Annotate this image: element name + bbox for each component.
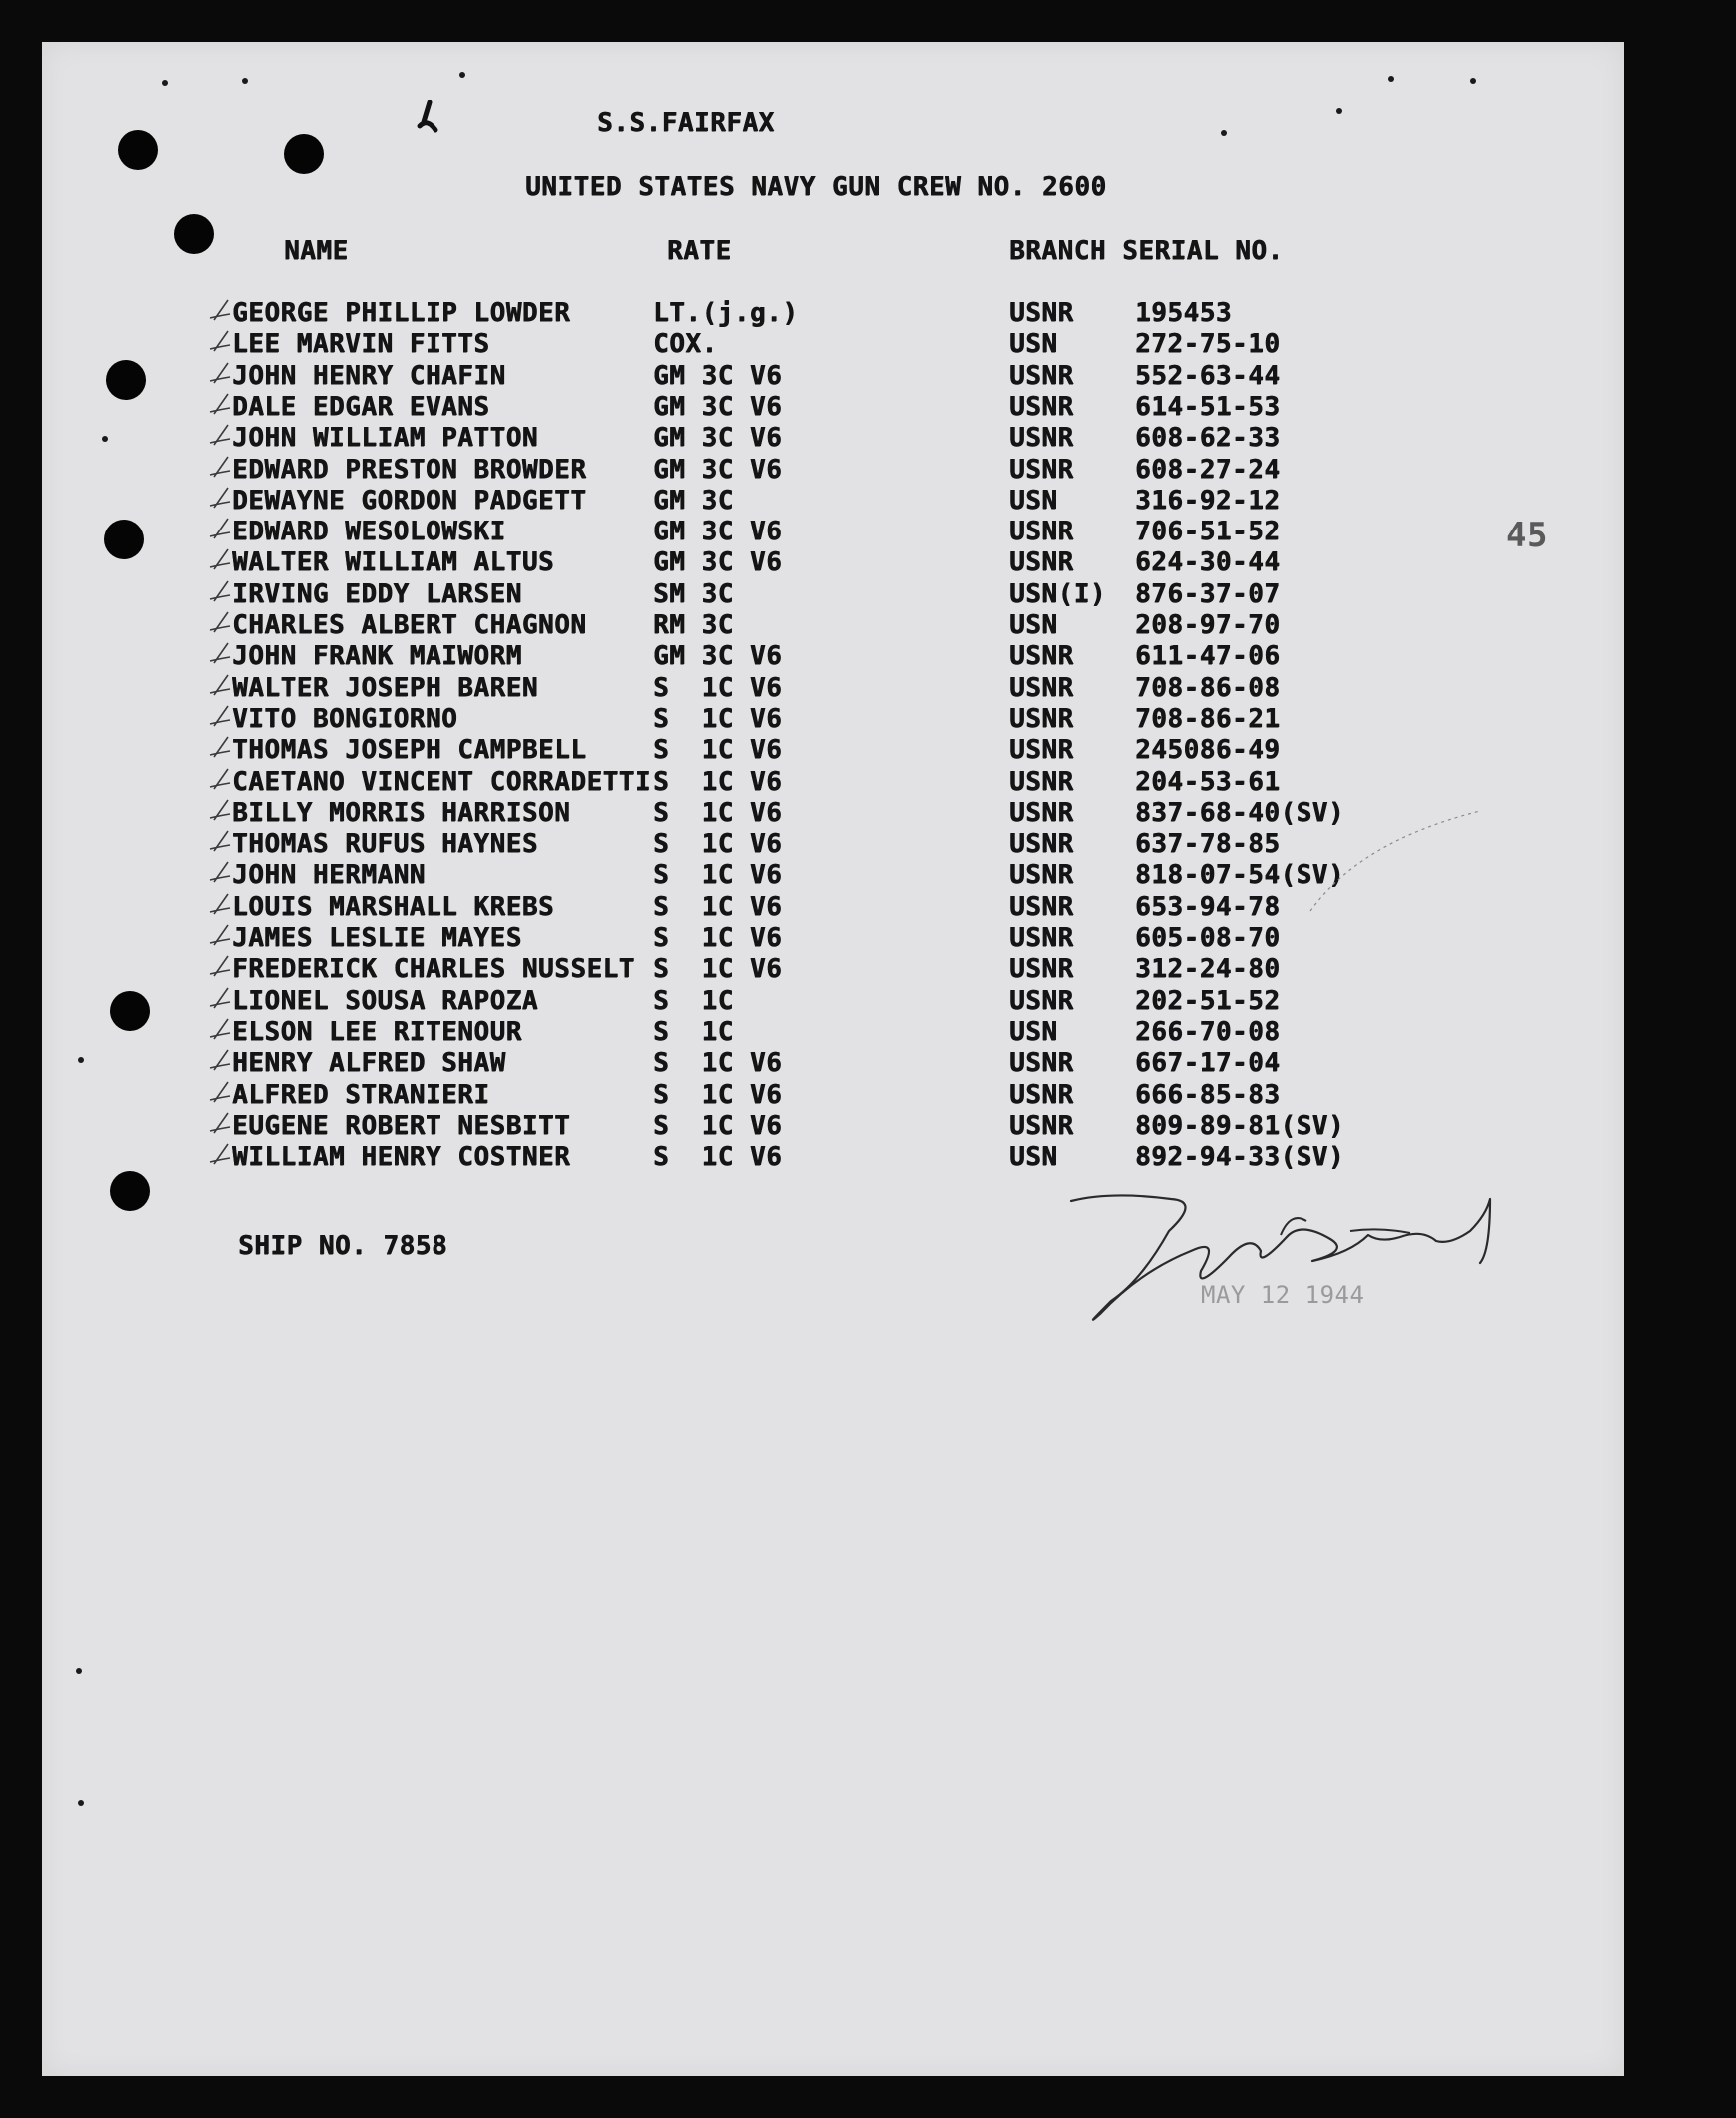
crew-serial: 653-94-78 — [1135, 891, 1281, 922]
crew-rate: S 1C V6 — [653, 672, 783, 703]
document-title: UNITED STATES NAVY GUN CREW NO. 2600 — [525, 172, 1107, 202]
crew-serial: 312-24-80 — [1135, 954, 1281, 985]
crew-branch: USN — [1009, 610, 1058, 640]
crew-row — [42, 860, 1440, 890]
crew-name: HENRY ALFRED SHAW — [232, 1048, 506, 1079]
crew-branch: USNR — [1009, 766, 1074, 797]
crew-branch: USNR — [1009, 735, 1074, 766]
crew-rate: S 1C V6 — [653, 860, 783, 891]
crew-rate: S 1C V6 — [653, 923, 783, 953]
punch-hole — [284, 134, 324, 174]
crew-rate: RM 3C — [653, 610, 734, 640]
crew-row — [42, 455, 1440, 485]
crew-row — [42, 517, 1440, 546]
crew-name: JAMES LESLIE MAYES — [232, 923, 522, 953]
crew-branch: USNR — [1009, 797, 1074, 828]
crew-branch: USN — [1009, 1142, 1058, 1173]
column-header-name: NAME — [284, 236, 349, 266]
crew-rate: S 1C — [653, 985, 734, 1016]
crew-name: BILLY MORRIS HARRISON — [232, 797, 571, 828]
crew-serial: 245086-49 — [1135, 735, 1281, 766]
crew-serial: 605-08-70 — [1135, 923, 1281, 953]
crew-branch: USNR — [1009, 923, 1074, 953]
signature — [1051, 1161, 1550, 1361]
crew-serial: 204-53-61 — [1135, 766, 1281, 797]
crew-branch: USN — [1009, 1016, 1058, 1047]
crew-name: WALTER WILLIAM ALTUS — [232, 547, 555, 578]
crew-rate: GM 3C V6 — [653, 454, 783, 485]
crew-rate: COX. — [653, 329, 718, 360]
crew-name: EDWARD PRESTON BROWDER — [232, 454, 587, 485]
page-number: 45 — [1506, 516, 1548, 555]
crew-row — [42, 423, 1440, 453]
crew-rate: S 1C — [653, 1016, 734, 1047]
crew-row — [42, 361, 1440, 391]
crew-row — [42, 829, 1440, 859]
crew-name: WALTER JOSEPH BAREN — [232, 672, 538, 703]
crew-row — [42, 892, 1440, 922]
crew-row — [42, 954, 1440, 984]
crew-branch: USNR — [1009, 703, 1074, 734]
ink-speck — [1388, 76, 1394, 82]
crew-row — [42, 486, 1440, 516]
ink-speck — [1470, 78, 1476, 84]
crew-rate: S 1C V6 — [653, 1142, 783, 1173]
crew-branch: USNR — [1009, 454, 1074, 485]
crew-branch: USNR — [1009, 547, 1074, 578]
column-header-rate: RATE — [667, 236, 732, 266]
crew-name: JOHN HERMANN — [232, 860, 426, 891]
crew-serial: 876-37-07 — [1135, 578, 1281, 609]
ink-speck — [242, 78, 248, 84]
crew-name: EUGENE ROBERT NESBITT — [232, 1110, 571, 1141]
crew-name: JOHN HENRY CHAFIN — [232, 360, 506, 391]
crew-rate: GM 3C V6 — [653, 360, 783, 391]
crew-serial: 552-63-44 — [1135, 360, 1281, 391]
crew-name: VITO BONGIORNO — [232, 703, 458, 734]
crew-list — [42, 298, 1440, 1197]
crew-branch: USNR — [1009, 641, 1074, 672]
pencil-mark — [1301, 801, 1500, 921]
crew-rate: GM 3C V6 — [653, 517, 783, 547]
crew-row — [42, 641, 1440, 671]
column-header-branch-serial: BRANCH SERIAL NO. — [1009, 236, 1284, 266]
crew-branch: USN — [1009, 329, 1058, 360]
crew-rate: GM 3C V6 — [653, 391, 783, 422]
crew-name: FREDERICK CHARLES NUSSELT — [232, 954, 635, 985]
crew-rate: S 1C V6 — [653, 797, 783, 828]
crew-branch: USNR — [1009, 1048, 1074, 1079]
crew-name: CHARLES ALBERT CHAGNON — [232, 610, 587, 640]
crew-rate: SM 3C — [653, 578, 734, 609]
crew-name: DEWAYNE GORDON PADGETT — [232, 485, 587, 516]
ink-speck — [459, 72, 465, 78]
crew-serial: 195453 — [1135, 298, 1232, 328]
crew-serial: 667-17-04 — [1135, 1048, 1281, 1079]
crew-row — [42, 986, 1440, 1016]
crew-rate: GM 3C V6 — [653, 423, 783, 454]
crew-serial: 892-94-33(SV) — [1135, 1142, 1344, 1173]
pen-mark — [416, 100, 439, 134]
ship-name: S.S.FAIRFAX — [597, 108, 775, 138]
crew-rate: GM 3C V6 — [653, 641, 783, 672]
crew-branch: USNR — [1009, 1079, 1074, 1110]
crew-name: CAETANO VINCENT CORRADETTI — [232, 766, 651, 797]
crew-row — [42, 735, 1440, 765]
crew-row — [42, 1080, 1440, 1110]
crew-branch: USNR — [1009, 298, 1074, 328]
crew-rate: S 1C V6 — [653, 766, 783, 797]
crew-rate: LT.(j.g.) — [653, 298, 799, 328]
crew-serial: 608-62-33 — [1135, 423, 1281, 454]
date-stamp: MAY 12 1944 — [1201, 1281, 1365, 1309]
crew-serial: 614-51-53 — [1135, 391, 1281, 422]
crew-row — [42, 547, 1440, 577]
crew-serial: 608-27-24 — [1135, 454, 1281, 485]
crew-name: LEE MARVIN FITTS — [232, 329, 490, 360]
crew-rate: GM 3C — [653, 485, 734, 516]
crew-rate: S 1C V6 — [653, 829, 783, 860]
crew-branch: USNR — [1009, 891, 1074, 922]
crew-serial: 208-97-70 — [1135, 610, 1281, 640]
crew-serial: 666-85-83 — [1135, 1079, 1281, 1110]
crew-serial: 837-68-40(SV) — [1135, 797, 1344, 828]
crew-row — [42, 610, 1440, 640]
crew-branch: USNR — [1009, 360, 1074, 391]
crew-name: JOHN WILLIAM PATTON — [232, 423, 538, 454]
crew-row — [42, 923, 1440, 953]
crew-serial: 708-86-21 — [1135, 703, 1281, 734]
crew-rate: GM 3C V6 — [653, 547, 783, 578]
crew-name: DALE EDGAR EVANS — [232, 391, 490, 422]
crew-serial: 818-07-54(SV) — [1135, 860, 1344, 891]
crew-row — [42, 798, 1440, 828]
crew-branch: USN(I) — [1009, 578, 1106, 609]
crew-branch: USNR — [1009, 860, 1074, 891]
crew-row — [42, 767, 1440, 797]
punch-hole — [174, 214, 214, 254]
ink-speck — [78, 1800, 84, 1806]
crew-rate: S 1C V6 — [653, 1110, 783, 1141]
crew-branch: USNR — [1009, 985, 1074, 1016]
crew-name: LIONEL SOUSA RAPOZA — [232, 985, 538, 1016]
crew-rate: S 1C V6 — [653, 1079, 783, 1110]
crew-row — [42, 704, 1440, 734]
ink-speck — [76, 1668, 82, 1674]
crew-name: ALFRED STRANIERI — [232, 1079, 490, 1110]
crew-name: EDWARD WESOLOWSKI — [232, 517, 506, 547]
crew-name: THOMAS JOSEPH CAMPBELL — [232, 735, 587, 766]
crew-branch: USNR — [1009, 954, 1074, 985]
crew-branch: USN — [1009, 485, 1058, 516]
crew-serial: 706-51-52 — [1135, 517, 1281, 547]
crew-serial: 624-30-44 — [1135, 547, 1281, 578]
crew-branch: USNR — [1009, 423, 1074, 454]
crew-name: THOMAS RUFUS HAYNES — [232, 829, 538, 860]
crew-serial: 266-70-08 — [1135, 1016, 1281, 1047]
crew-rate: S 1C V6 — [653, 703, 783, 734]
crew-row — [42, 579, 1440, 609]
crew-rate: S 1C V6 — [653, 891, 783, 922]
punch-hole — [118, 130, 158, 170]
crew-name: WILLIAM HENRY COSTNER — [232, 1142, 571, 1173]
crew-branch: USNR — [1009, 1110, 1074, 1141]
crew-serial: 809-89-81(SV) — [1135, 1110, 1344, 1141]
crew-name: GEORGE PHILLIP LOWDER — [232, 298, 571, 328]
crew-rate: S 1C V6 — [653, 954, 783, 985]
crew-branch: USNR — [1009, 829, 1074, 860]
crew-row — [42, 298, 1440, 328]
crew-row — [42, 1048, 1440, 1078]
crew-serial: 637-78-85 — [1135, 829, 1281, 860]
ink-speck — [1336, 108, 1342, 114]
crew-serial: 272-75-10 — [1135, 329, 1281, 360]
crew-serial: 708-86-08 — [1135, 672, 1281, 703]
crew-serial: 611-47-06 — [1135, 641, 1281, 672]
ink-speck — [162, 80, 168, 86]
ink-speck — [1221, 130, 1227, 136]
crew-row — [42, 1017, 1440, 1047]
crew-branch: USNR — [1009, 391, 1074, 422]
crew-row — [42, 392, 1440, 422]
crew-row — [42, 1111, 1440, 1141]
crew-branch: USNR — [1009, 517, 1074, 547]
crew-serial: 316-92-12 — [1135, 485, 1281, 516]
ship-number: SHIP NO. 7858 — [238, 1231, 447, 1261]
document-page — [42, 42, 1624, 2076]
crew-serial: 202-51-52 — [1135, 985, 1281, 1016]
crew-name: LOUIS MARSHALL KREBS — [232, 891, 555, 922]
crew-rate: S 1C V6 — [653, 735, 783, 766]
crew-row — [42, 329, 1440, 359]
crew-name: IRVING EDDY LARSEN — [232, 578, 522, 609]
crew-row — [42, 673, 1440, 703]
crew-rate: S 1C V6 — [653, 1048, 783, 1079]
crew-name: JOHN FRANK MAIWORM — [232, 641, 522, 672]
crew-name: ELSON LEE RITENOUR — [232, 1016, 522, 1047]
crew-branch: USNR — [1009, 672, 1074, 703]
